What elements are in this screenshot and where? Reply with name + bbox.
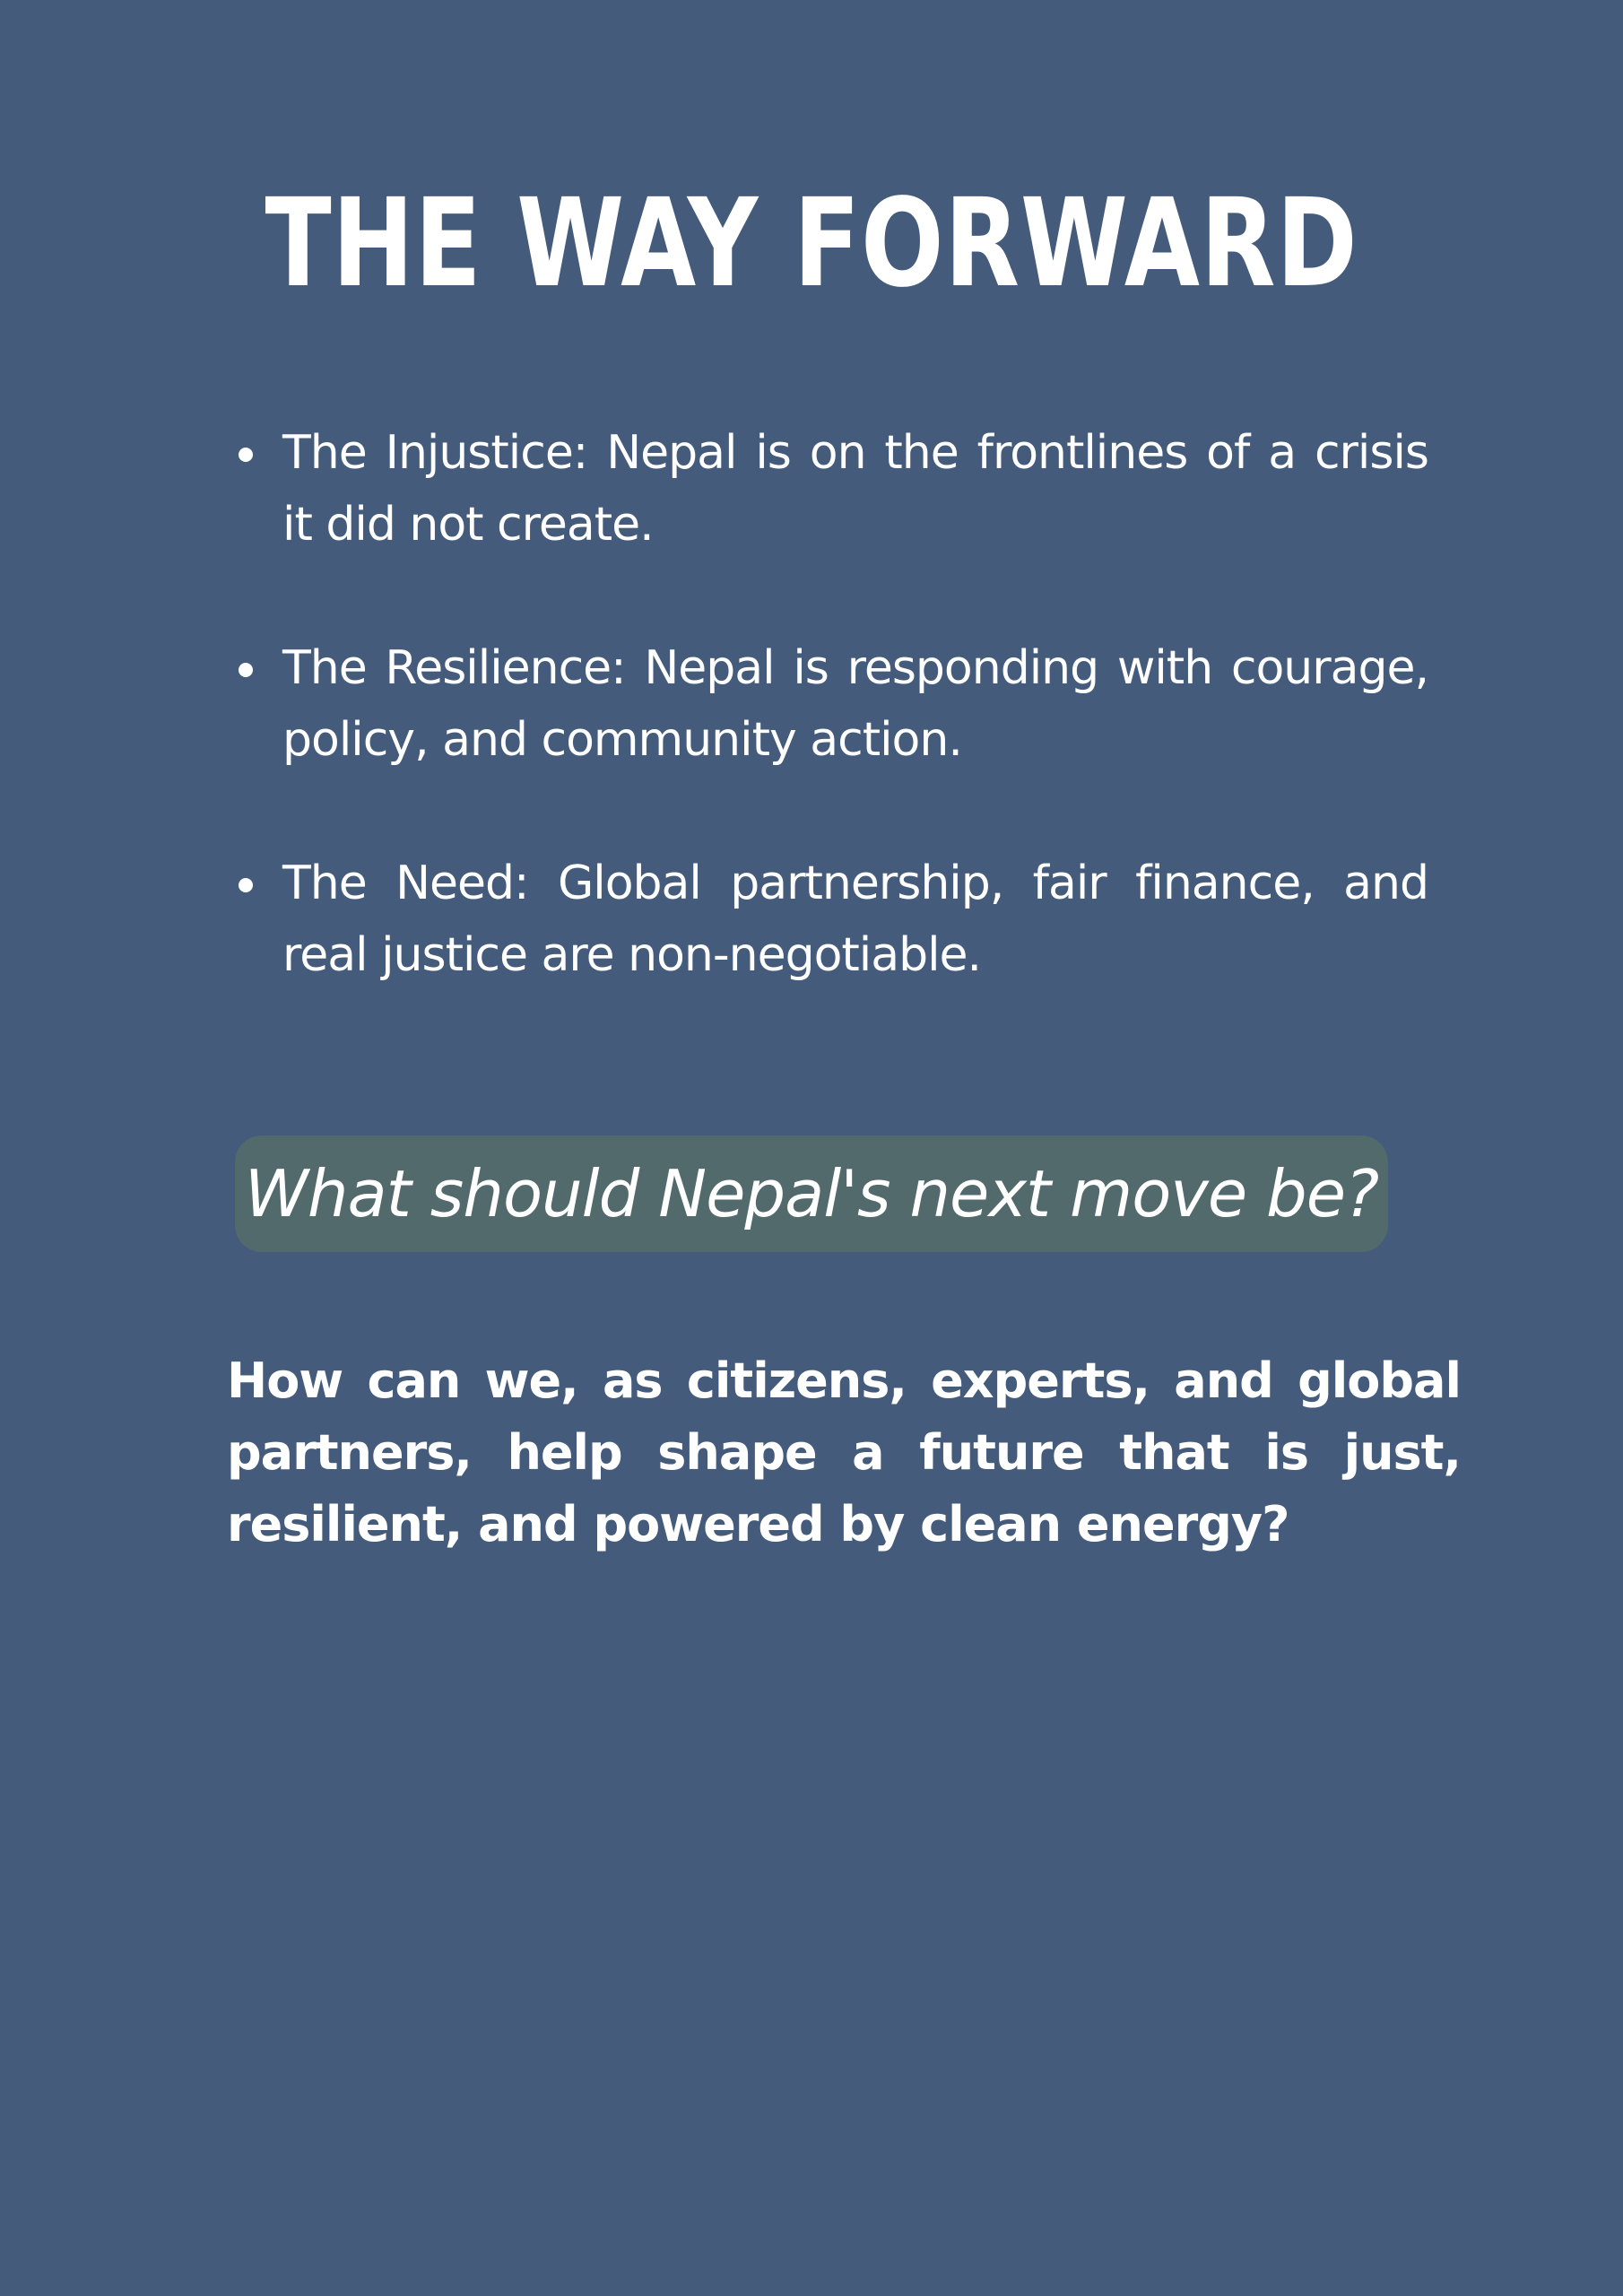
page-title: THE WAY FORWARD <box>265 173 1358 315</box>
key-points-list <box>236 417 1428 1063</box>
list-item-resilience: The Resilience: Nepal is responding with courage, policy, and community action. <box>236 632 1428 776</box>
list-item-need: The Need: Global partnership, fair finance, and real justice are non-negotiable. <box>236 848 1428 991</box>
closing-paragraph: How can we, as citizens, experts, and global partners, help shape a future that is just, resilient, and powered by clean energy? <box>227 1352 1461 1552</box>
list-item-injustice: The Injustice: Nepal is on the frontlines of a crisis it did not create. <box>236 417 1428 561</box>
question-callout <box>235 1135 1388 1252</box>
question-text: What should Nepal's next move be? <box>244 1156 1379 1231</box>
